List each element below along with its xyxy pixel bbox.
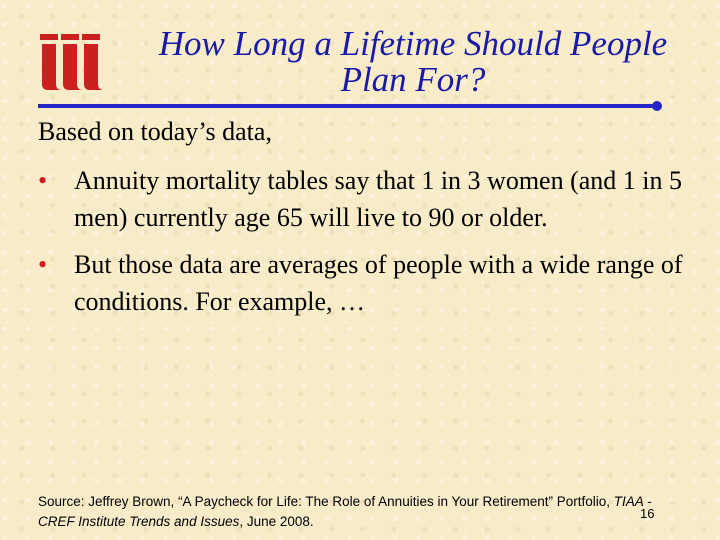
source-prefix: Source: Jeffrey Brown, “A Paycheck for Life: The Role of Annuities in Your Retirement” Portfolio, xyxy=(38,494,614,509)
tiaa-cref-logo-icon xyxy=(38,34,102,92)
slide-title xyxy=(118,26,708,98)
source-publication: TIAA -CREF Institute Trends and Issues xyxy=(38,494,652,529)
bullet-item xyxy=(38,162,688,236)
source-citation xyxy=(38,492,688,532)
title-line-2: Plan For? xyxy=(340,60,486,99)
bullet-item xyxy=(38,246,688,320)
bullet-text: But those data are averages of people with a wide range of conditions. For example, … xyxy=(74,250,683,316)
bullet-icon: • xyxy=(38,166,48,195)
title-underline xyxy=(38,101,662,111)
page-number: 16 xyxy=(640,506,655,521)
bullet-icon: • xyxy=(38,250,48,279)
bullet-text: Annuity mortality tables say that 1 in 3 women (and 1 in 5 men) currently age 65 will live to 90 or older. xyxy=(74,166,683,232)
bullet-list xyxy=(38,162,688,330)
intro-text: Based on today’s data, xyxy=(38,117,272,146)
source-suffix: , June 2008. xyxy=(239,514,314,529)
title-line-1: How Long a Lifetime Should People xyxy=(158,24,668,63)
